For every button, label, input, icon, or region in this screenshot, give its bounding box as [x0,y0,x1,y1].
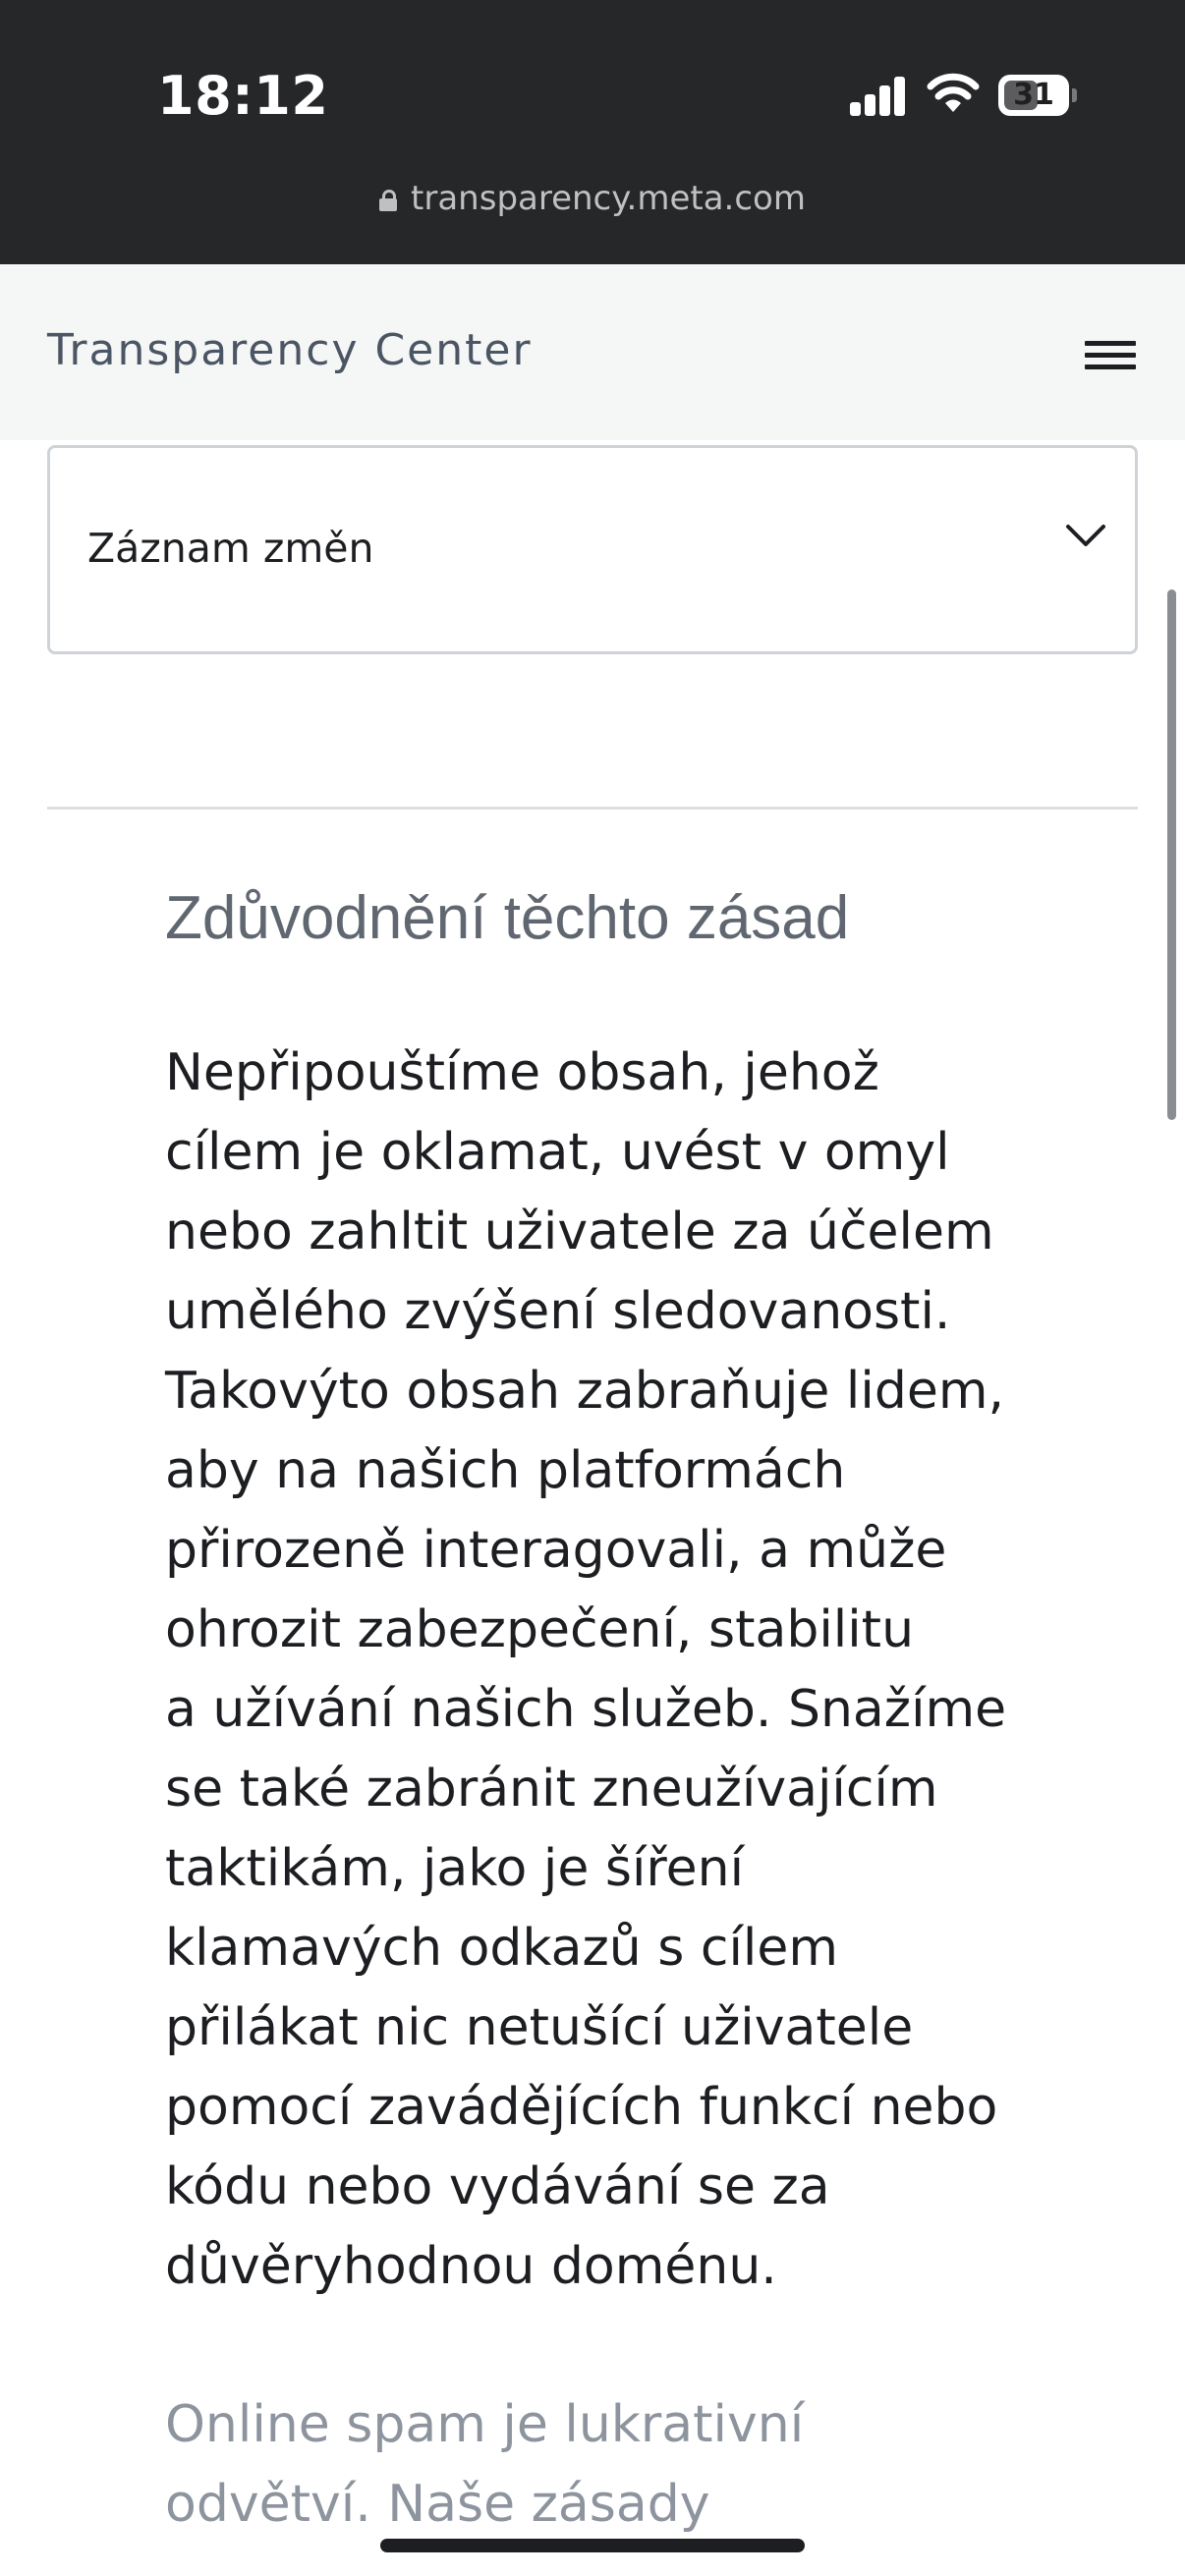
paragraph-line: Takovýto obsah zabraňuje lidem, [165,1362,1005,1421]
paragraph-line: aby na našich platformách [165,1441,846,1500]
chevron-down-icon [1062,511,1109,558]
paragraph-line: ohrozit zabezpečení, stabilitu [165,1600,915,1659]
cellular-signal-icon [850,77,907,116]
hamburger-menu-icon[interactable] [1079,335,1138,374]
paragraph-line: se také zabránit zneužívajícím [165,1760,938,1819]
paragraph-line: Online spam je lukrativní [165,2395,805,2454]
paragraph-line: cílem je oklamat, uvést v omyl [165,1123,950,1182]
site-title[interactable]: Transparency Center [47,325,533,375]
divider [47,807,1138,810]
policy-rationale-paragraph [165,1034,1049,2307]
paragraph-line: odvětví. Naše zásady [165,2475,710,2534]
lock-icon [379,190,397,211]
url-bar[interactable] [0,179,1185,218]
paragraph-line: přirozeně interagovali, a může [165,1521,947,1580]
paragraph-line: kódu nebo vydávání se za [165,2157,830,2216]
paragraph-line: taktikám, jako je šíření [165,1839,745,1898]
site-header [0,264,1185,440]
paragraph-line: a užívání našich služeb. Snažíme [165,1680,1007,1739]
section-dropdown[interactable] [47,445,1138,654]
section-heading: Zdůvodnění těchto zásad [165,884,850,952]
paragraph-line: nebo zahltit uživatele za účelem [165,1203,994,1261]
home-indicator[interactable] [380,2539,805,2552]
dropdown-selected-label: Záznam změn [87,525,374,572]
battery-icon [998,75,1077,116]
paragraph-line: Nepřipouštíme obsah, jehož [165,1043,879,1102]
wifi-icon [927,71,980,114]
paragraph-line: důvěryhodnou doménu. [165,2237,777,2296]
next-paragraph [165,2385,1049,2545]
scrollbar[interactable] [1167,589,1176,1120]
paragraph-line: klamavých odkazů s cílem [165,1919,838,1978]
battery-level: 31 [1013,78,1054,112]
url-text: transparency.meta.com [411,179,806,218]
status-time: 18:12 [157,65,329,127]
paragraph-line: přilákat nic netušící uživatele [165,1998,914,2057]
paragraph-line: umělého zvýšení sledovanosti. [165,1282,951,1341]
paragraph-line: pomocí zavádějících funkcí nebo [165,2078,998,2137]
status-bar [0,0,1185,264]
